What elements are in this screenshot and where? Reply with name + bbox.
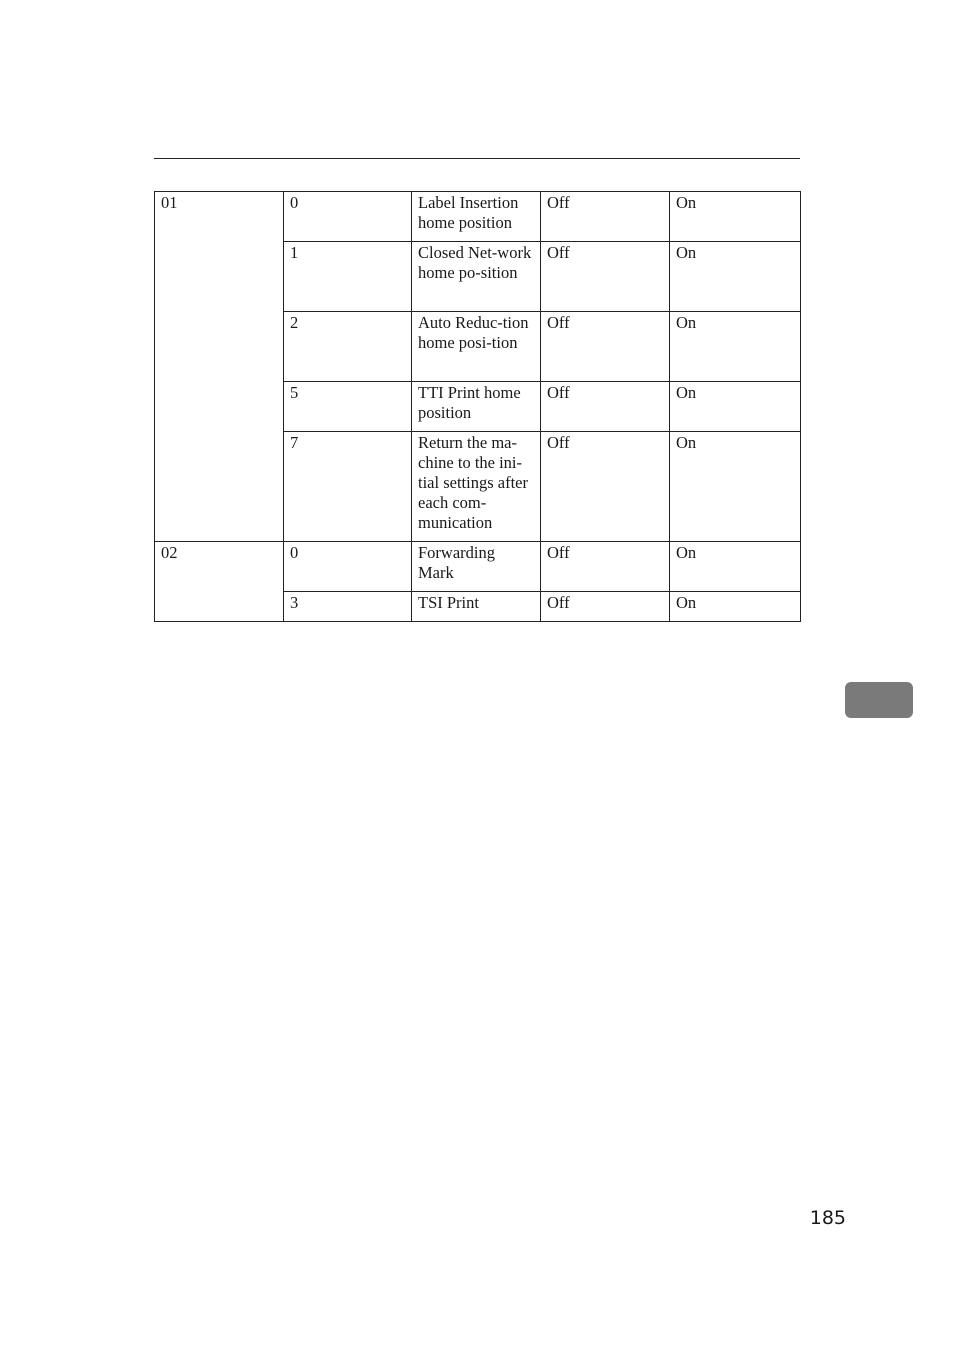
- on-cell: On: [670, 242, 801, 312]
- on-cell: On: [670, 542, 801, 592]
- table-row: [155, 192, 801, 242]
- page-number: 185: [809, 1207, 846, 1229]
- item-cell: Closed Net-work home po-sition: [412, 242, 541, 312]
- off-cell: Off: [541, 312, 670, 382]
- off-cell: Off: [541, 192, 670, 242]
- header-rule: [154, 158, 800, 159]
- bit-cell: 5: [284, 382, 412, 432]
- item-cell: Auto Reduc-tion home posi-tion: [412, 312, 541, 382]
- bit-cell: 3: [284, 592, 412, 622]
- bit-cell: 0: [284, 192, 412, 242]
- item-cell: TSI Print: [412, 592, 541, 622]
- switch-code-cell: 01: [155, 192, 284, 542]
- bit-cell: 1: [284, 242, 412, 312]
- chapter-thumb-tab: [845, 682, 913, 718]
- item-cell: Forwarding Mark: [412, 542, 541, 592]
- on-cell: On: [670, 432, 801, 542]
- off-cell: Off: [541, 592, 670, 622]
- settings-table: [154, 191, 801, 622]
- off-cell: Off: [541, 542, 670, 592]
- off-cell: Off: [541, 382, 670, 432]
- on-cell: On: [670, 382, 801, 432]
- bit-cell: 7: [284, 432, 412, 542]
- bit-cell: 2: [284, 312, 412, 382]
- item-cell: Label Insertion home position: [412, 192, 541, 242]
- switch-code-cell: 02: [155, 542, 284, 622]
- on-cell: On: [670, 312, 801, 382]
- item-cell: TTI Print home position: [412, 382, 541, 432]
- table-row: [155, 542, 801, 592]
- item-cell: Return the ma-chine to the ini-tial settings after each com-munication: [412, 432, 541, 542]
- off-cell: Off: [541, 242, 670, 312]
- on-cell: On: [670, 192, 801, 242]
- off-cell: Off: [541, 432, 670, 542]
- bit-cell: 0: [284, 542, 412, 592]
- on-cell: On: [670, 592, 801, 622]
